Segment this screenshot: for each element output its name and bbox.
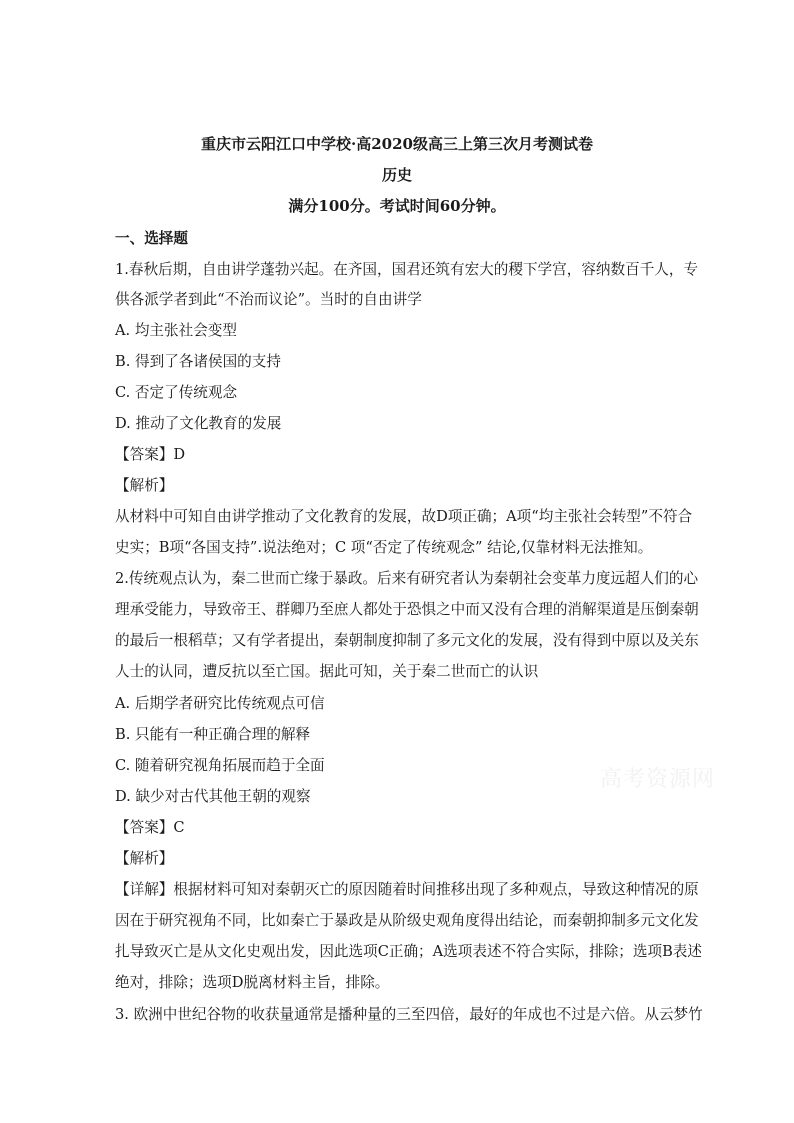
q2-option-d: D. 缺少对古代其他王朝的观察 <box>115 788 311 805</box>
q1-option-a: A. 均主张社会变型 <box>115 322 237 339</box>
exam-title: 重庆市云阳江口中学校·高2020级高三上第三次月考测试卷 <box>201 135 593 153</box>
q3-stem-line: 3. 欧洲中世纪谷物的收获量通常是播种量的三至四倍，最好的年成也不过是六倍。从云梦竹 <box>115 1006 703 1023</box>
q2-analysis-line: 【详解】根据材料可知对秦朝灭亡的原因随着时间推移出现了多种观点，导致这种情况的原 <box>115 881 699 898</box>
q2-analysis-label: 【解析】 <box>115 850 174 867</box>
q1-analysis-line: 史实；B项“各国支持”.说法绝对；C 项“否定了传统观念” 结论,仅靠材料无法推知。 <box>115 539 653 556</box>
q1-stem-line: 1.春秋后期，自由讲学蓬勃兴起。在齐国，国君还筑有宏大的稷下学宫，容纳数百千人，专 <box>115 261 699 278</box>
q2-stem-line: 理承受能力，导致帝王、群卿乃至庶人都处于恐惧之中而又没有合理的消解渠道是压倒秦朝 <box>115 601 699 618</box>
q2-analysis-line: 因在于研究视角不同，比如秦亡于暴政是从阶级史观角度得出结论，而秦朝抑制多元文化发 <box>115 912 699 929</box>
section-title: 一、选择题 <box>115 230 188 247</box>
q2-option-b: B. 只能有一种正确合理的解释 <box>115 726 311 743</box>
q1-analysis-line: 从材料中可知自由讲学推动了文化教育的发展，故D项正确；A项“均主张社会转型”不符合 <box>115 508 693 525</box>
q1-analysis-label: 【解析】 <box>115 477 174 494</box>
q2-stem-line: 2.传统观点认为，秦二世而亡缘于暴政。后来有研究者认为秦朝社会变革力度远超人们的心 <box>115 570 699 587</box>
q1-option-d: D. 推动了文化教育的发展 <box>115 415 282 432</box>
exam-score-info: 满分100分。考试时间60分钟。 <box>288 197 506 215</box>
q1-stem-line: 供各派学者到此“不治而议论”。当时的自由讲学 <box>115 291 422 308</box>
q1-option-c: C. 否定了传统观念 <box>115 384 238 401</box>
q1-answer: 【答案】D <box>115 446 186 463</box>
q2-stem-line: 的最后一根稻草；又有学者提出，秦朝制度抑制了多元文化的发展，没有得到中原以及关东 <box>115 632 699 649</box>
q2-analysis-line: 绝对，排除；选项D脱离材料主旨，排除。 <box>115 974 390 991</box>
q2-stem-line: 人士的认同，遭反抗以至亡国。据此可知，关于秦二世而亡的认识 <box>115 663 539 680</box>
exam-subject: 历史 <box>381 166 412 184</box>
q1-option-b: B. 得到了各诸侯国的支持 <box>115 353 281 370</box>
q2-analysis-line: 扎导致灭亡是从文化史观出发，因此选项C正确；A选项表述不符合实际，排除；选项B表述 <box>115 943 702 960</box>
q2-option-c: C. 随着研究视角拓展而趋于全面 <box>115 757 325 774</box>
q2-answer: 【答案】C <box>115 819 185 836</box>
watermark: 高考资源网 <box>600 767 716 792</box>
q2-option-a: A. 后期学者研究比传统观点可信 <box>115 695 325 712</box>
